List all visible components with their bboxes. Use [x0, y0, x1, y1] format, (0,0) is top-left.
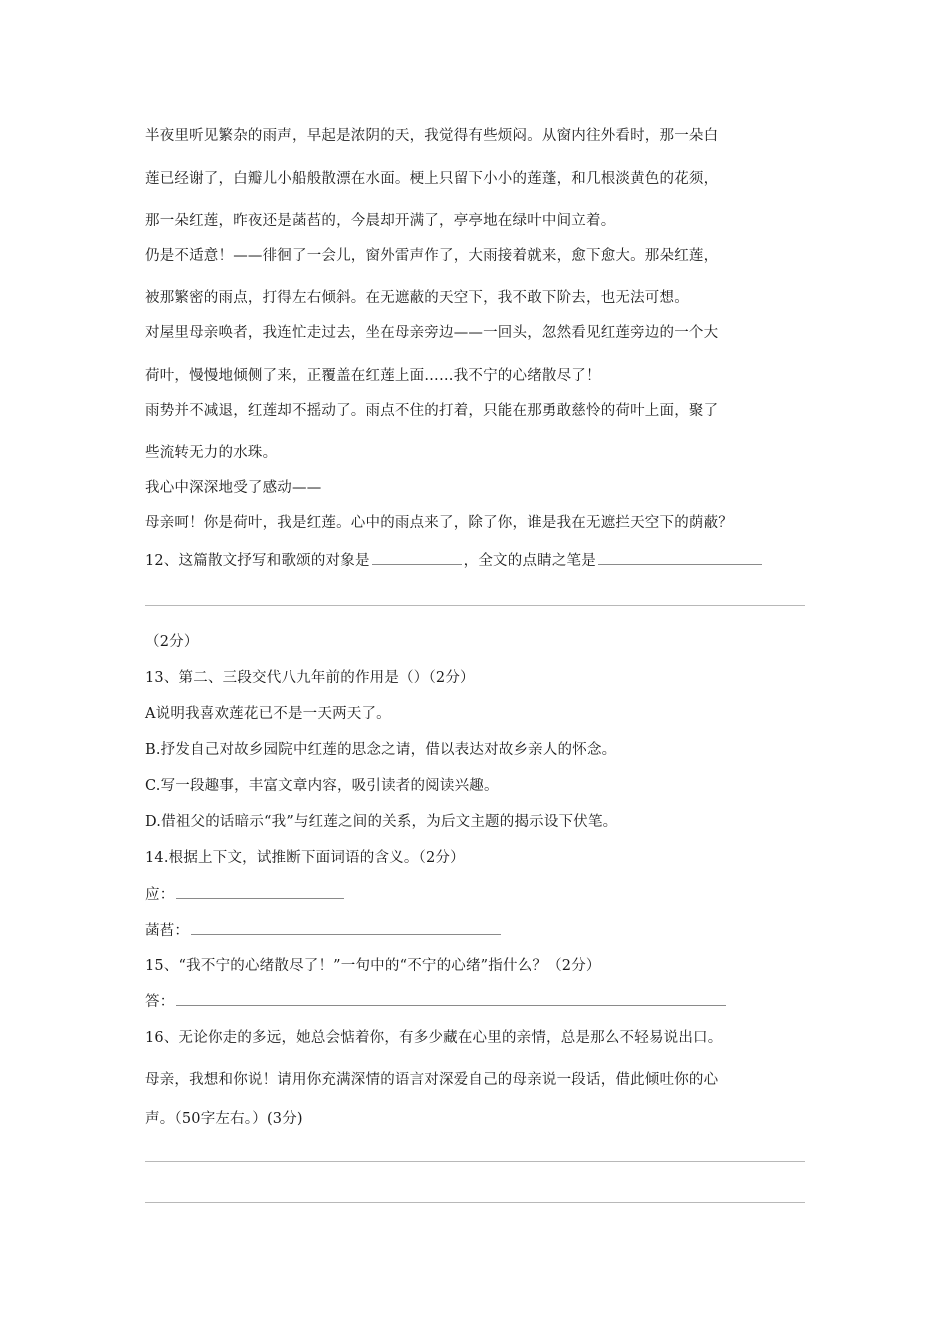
question-16-line: 声。（50字左右。）(3分)	[145, 1111, 303, 1127]
q15-answer-blank[interactable]	[176, 991, 726, 1006]
passage-line: 我心中深深地受了感动——	[145, 480, 322, 496]
q13-option-d[interactable]: D.借祖父的话暗示“我”与红莲之间的关系，为后文主题的揭示设下伏笔。	[145, 814, 618, 830]
q14-item-2	[145, 920, 503, 941]
q12-text-b: ，全文的点睛之笔是	[463, 553, 596, 569]
q14-item-2-label: 菡萏：	[145, 923, 190, 939]
q15-answer	[145, 991, 728, 1012]
question-16-line: 16、无论你走的多远，她总会惦着你，有多少藏在心里的亲情，总是那么不轻易说出口。	[145, 1030, 723, 1046]
passage-line: 被那繁密的雨点，打得左右倾斜。在无遮蔽的天空下，我不敢下阶去，也无法可想。	[145, 290, 689, 306]
q16-answer-line[interactable]	[145, 1161, 805, 1162]
q14-item-1-blank[interactable]	[176, 884, 344, 899]
q14-item-1-label: 应：	[145, 887, 175, 903]
q12-blank-key-sentence[interactable]	[598, 550, 762, 565]
q12-score: （2分）	[145, 634, 199, 650]
question-15-stem: 15、“我不宁的心绪散尽了！”一句中的“不宁的心绪”指什么？（2分）	[145, 958, 601, 974]
passage-line: 雨势并不减退，红莲却不摇动了。雨点不住的打着，只能在那勇敢慈怜的荷叶上面，聚了	[145, 403, 719, 419]
q12-text-a: 12、这篇散文抒写和歌颂的对象是	[145, 553, 370, 569]
passage-line: 母亲呵！你是荷叶，我是红莲。心中的雨点来了，除了你，谁是我在无遮拦天空下的荫蔽？	[145, 515, 733, 531]
question-16-line: 母亲，我想和你说！请用你充满深情的语言对深爱自己的母亲说一段话，借此倾吐你的心	[145, 1072, 719, 1088]
q12-blank-subject[interactable]	[372, 550, 462, 565]
question-14-stem: 14.根据上下文，试推断下面词语的含义。（2分）	[145, 850, 465, 866]
passage-line: 对屋里母亲唤者，我连忙走过去，坐在母亲旁边——一回头，忽然看见红莲旁边的一个大	[145, 325, 719, 341]
question-12	[145, 550, 764, 571]
passage-line: 些流转无力的水珠。	[145, 445, 278, 461]
passage-line: 荷叶，慢慢地倾侧了来，正覆盖在红莲上面……我不宁的心绪散尽了！	[145, 368, 601, 384]
q14-item-1	[145, 884, 346, 905]
passage-line: 那一朵红莲，昨夜还是菡萏的，今晨却开满了，亭亭地在绿叶中间立着。	[145, 213, 616, 229]
passage-line: 半夜里听见繁杂的雨声，早起是浓阴的天，我觉得有些烦闷。从窗内往外看时，那一朵白	[145, 128, 719, 144]
passage-line: 仍是不适意！——徘徊了一会儿，窗外雷声作了，大雨接着就来，愈下愈大。那朵红莲，	[145, 248, 719, 264]
q13-option-b[interactable]: B.抒发自己对故乡园院中红莲的思念之请，借以表达对故乡亲人的怀念。	[145, 742, 617, 758]
passage-line: 莲已经谢了，白瓣儿小船般散漂在水面。梗上只留下小小的莲蓬，和几根淡黄色的花须，	[145, 171, 719, 187]
q13-option-c[interactable]: C.写一段趣事，丰富文章内容，吸引读者的阅读兴趣。	[145, 778, 499, 794]
question-13-stem: 13、第二、三段交代八九年前的作用是（）（2分）	[145, 670, 475, 686]
q14-item-2-blank[interactable]	[191, 920, 501, 935]
q15-answer-label: 答：	[145, 994, 175, 1010]
q16-answer-line[interactable]	[145, 1202, 805, 1203]
q13-option-a[interactable]: A说明我喜欢莲花已不是一天两天了。	[145, 706, 391, 722]
q12-answer-line[interactable]	[145, 605, 805, 606]
